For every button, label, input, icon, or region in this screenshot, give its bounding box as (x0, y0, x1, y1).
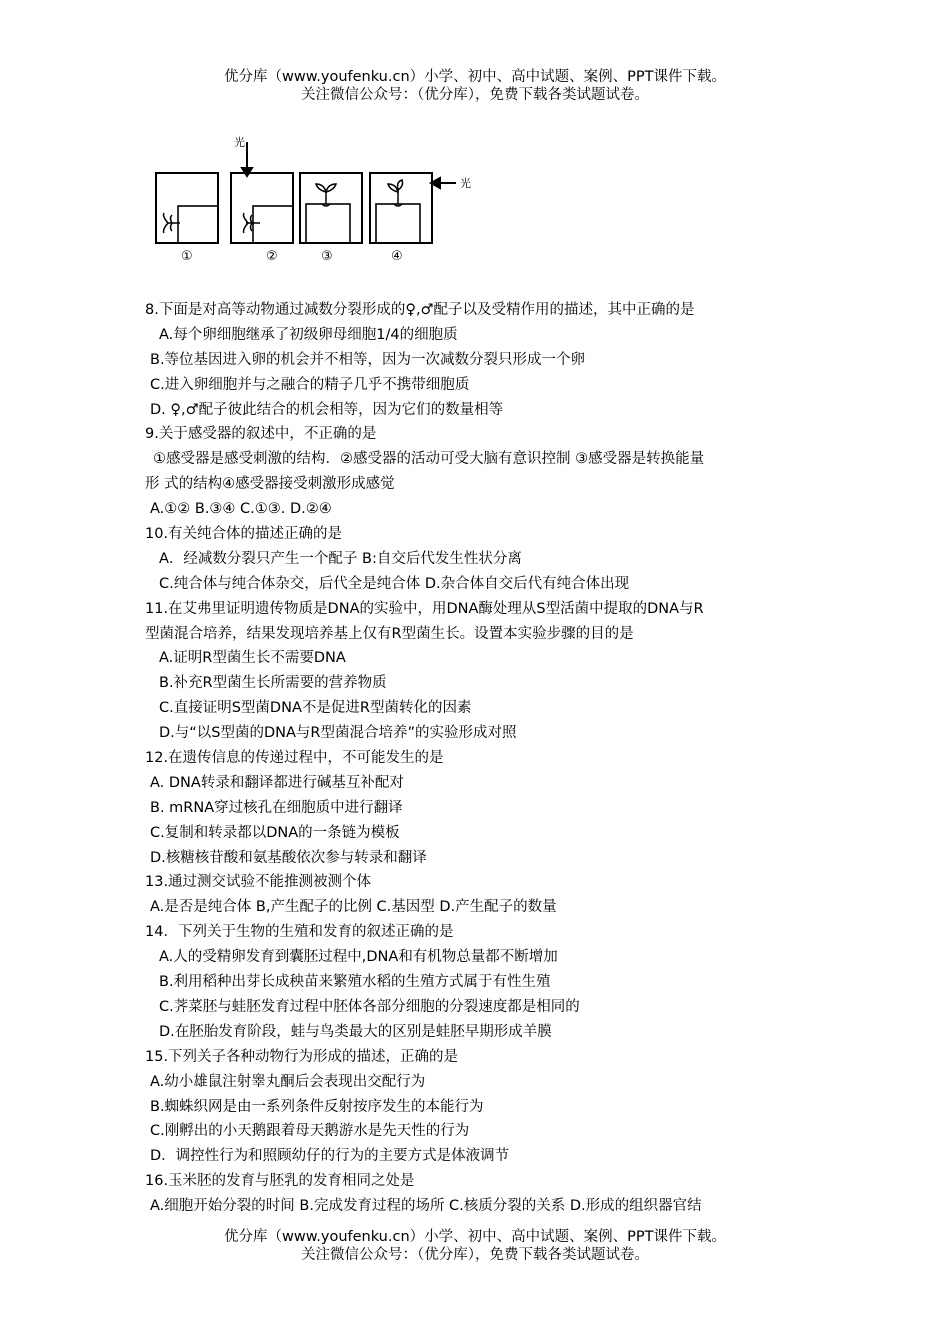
q14-option-c: C.荠菜胚与蛙胚发育过程中胚体各部分细胞的分裂速度都是相同的 (159, 998, 580, 1015)
plant-light-experiment-figure (148, 128, 488, 288)
seedling-3-icon (316, 184, 336, 206)
q12-option-c: C.复制和转录都以DNA的一条链为模板 (150, 824, 400, 841)
inner-box-3 (306, 204, 350, 243)
q12-option-a: A. DNA转录和翻译都进行碱基互补配对 (150, 774, 404, 791)
box-3 (300, 173, 362, 243)
q8-option-c: C.进入卵细胞并与之融合的精子几乎不携带细胞质 (150, 376, 470, 393)
q14-option-b: B.利用稻种出芽长成秧苗来繁殖水稻的生殖方式属于有性生殖 (159, 974, 551, 991)
q15-option-a: A.幼小雄鼠注射睾丸酮后会表现出交配行为 (150, 1073, 426, 1090)
q11-stem-2: 型菌混合培养，结果发现培养基上仅有R型菌生长。设置本实验步骤的目的是 (145, 625, 634, 642)
q8-option-d: D. ♀,♂配子彼此结合的机会相等，因为它们的数量相等 (150, 401, 504, 418)
q15-option-d: D．调控性行为和照顾幼仔的行为的主要方式是体液调节 (150, 1148, 510, 1165)
q10-stem: 10.有关纯合体的描述正确的是 (145, 526, 343, 543)
header-line-1: 优分库（www.youfenku.cn）小学、初中、高中试题、案例、PPT课件下载。 (224, 69, 726, 85)
light-label-top: 光 (234, 136, 245, 149)
q13-stem: 13.通过测交试验不能推测被测个体 (145, 874, 372, 891)
q12-option-d: D.核糖核苷酸和氨基酸依次参与转录和翻译 (150, 849, 427, 866)
q13-options: A.是否是纯合体 B,产生配子的比例 C.基因型 D.产生配子的数量 (150, 899, 557, 916)
inner-box-2 (253, 206, 293, 243)
q11-option-a: A.证明R型菌生长不需要DNA (159, 650, 346, 667)
inner-box-1 (178, 206, 218, 243)
q16-stem: 16.玉米胚的发育与胚乳的发育相同之处是 (145, 1173, 415, 1190)
q11-option-d: D.与“以S型菌的DNA与R型菌混合培养”的实验形成对照 (159, 725, 517, 742)
q14-stem: 14．下列关于生物的生殖和发育的叙述正确的是 (145, 924, 454, 941)
footer-line-1: 优分库（www.youfenku.cn）小学、初中、高中试题、案例、PPT课件下载。 (224, 1229, 726, 1245)
box-2 (231, 173, 293, 243)
q15-option-c: C.刚孵出的小天鹅跟着母天鹅游水是先天性的行为 (150, 1123, 470, 1140)
page-header (0, 68, 950, 104)
q10-options-ab: A．经减数分裂只产生一个配子 B:自交后代发生性状分离 (159, 550, 522, 567)
footer-line-2: 关注微信公众号：（优分库），免费下载各类试题试卷。 (301, 1247, 649, 1263)
q8-stem: 8.下面是对高等动物通过减数分裂形成的♀,♂配子以及受精作用的描述，其中正确的是 (145, 302, 695, 318)
q9-items-1: ①感受器是感受刺激的结构．②感受器的活动可受大脑有意识控制 ③感受器是转换能量 (153, 451, 705, 468)
q14-option-a: A.人的受精卵发育到囊胚过程中,DNA和有机物总量都不断增加 (159, 949, 558, 966)
q11-option-c: C.直接证明S型菌DNA不是促进R型菌转化的因素 (159, 700, 472, 717)
q9-items-2: 形 式的结构④感受器接受刺激形成感觉 (145, 476, 395, 493)
figure-label-3: ③ (321, 249, 333, 264)
q10-options-cd: C.纯合体与纯合体杂交，后代全是纯合体 D.杂合体自交后代有纯合体出现 (159, 575, 630, 592)
q12-stem: 12.在遗传信息的传递过程中，不可能发生的是 (145, 750, 444, 767)
q11-option-b: B.补充R型菌生长所需要的营养物质 (159, 675, 387, 692)
q9-stem: 9.关于感受器的叙述中，不正确的是 (145, 426, 377, 443)
seedling-4-icon (388, 180, 403, 206)
box-4 (370, 173, 432, 243)
light-label-right: 光 (460, 177, 471, 190)
q14-option-d: D.在胚胎发育阶段，蛙与鸟类最大的区别是蛙胚早期形成羊膜 (159, 1023, 552, 1040)
figure-label-4: ④ (391, 249, 403, 264)
figure-label-2: ② (266, 249, 278, 264)
q16-options: A.细胞开始分裂的时间 B.完成发育过程的场所 C.核质分裂的关系 D.形成的组织器官结 (150, 1198, 702, 1215)
q9-options: A.①② B.③④ C.①③. D.②④ (150, 501, 332, 518)
q12-option-b: B. mRNA穿过核孔在细胞质中进行翻译 (150, 799, 403, 816)
box-1 (156, 173, 218, 243)
inner-box-4 (376, 204, 420, 243)
figure-label-1: ① (181, 249, 193, 264)
seedling-2-icon (244, 213, 261, 233)
header-line-2: 关注微信公众号：（优分库），免费下载各类试题试卷。 (301, 87, 649, 103)
question-list (145, 298, 825, 1219)
q11-stem-1: 11.在艾弗里证明遗传物质是DNA的实验中，用DNA酶处理从S型活菌中提取的DNA与R (145, 600, 704, 617)
page-footer (0, 1228, 950, 1264)
q8-option-b: B.等位基因进入卵的机会并不相等，因为一次减数分裂只形成一个卵 (150, 351, 586, 368)
q15-option-b: B.蜘蛛织网是由一系列条件反射按序发生的本能行为 (150, 1098, 484, 1115)
q15-stem: 15.下列关子各种动物行为形成的描述，正确的是 (145, 1048, 459, 1065)
q8-option-a: A.每个卵细胞继承了初级卵母细胞1/4的细胞质 (159, 326, 458, 343)
